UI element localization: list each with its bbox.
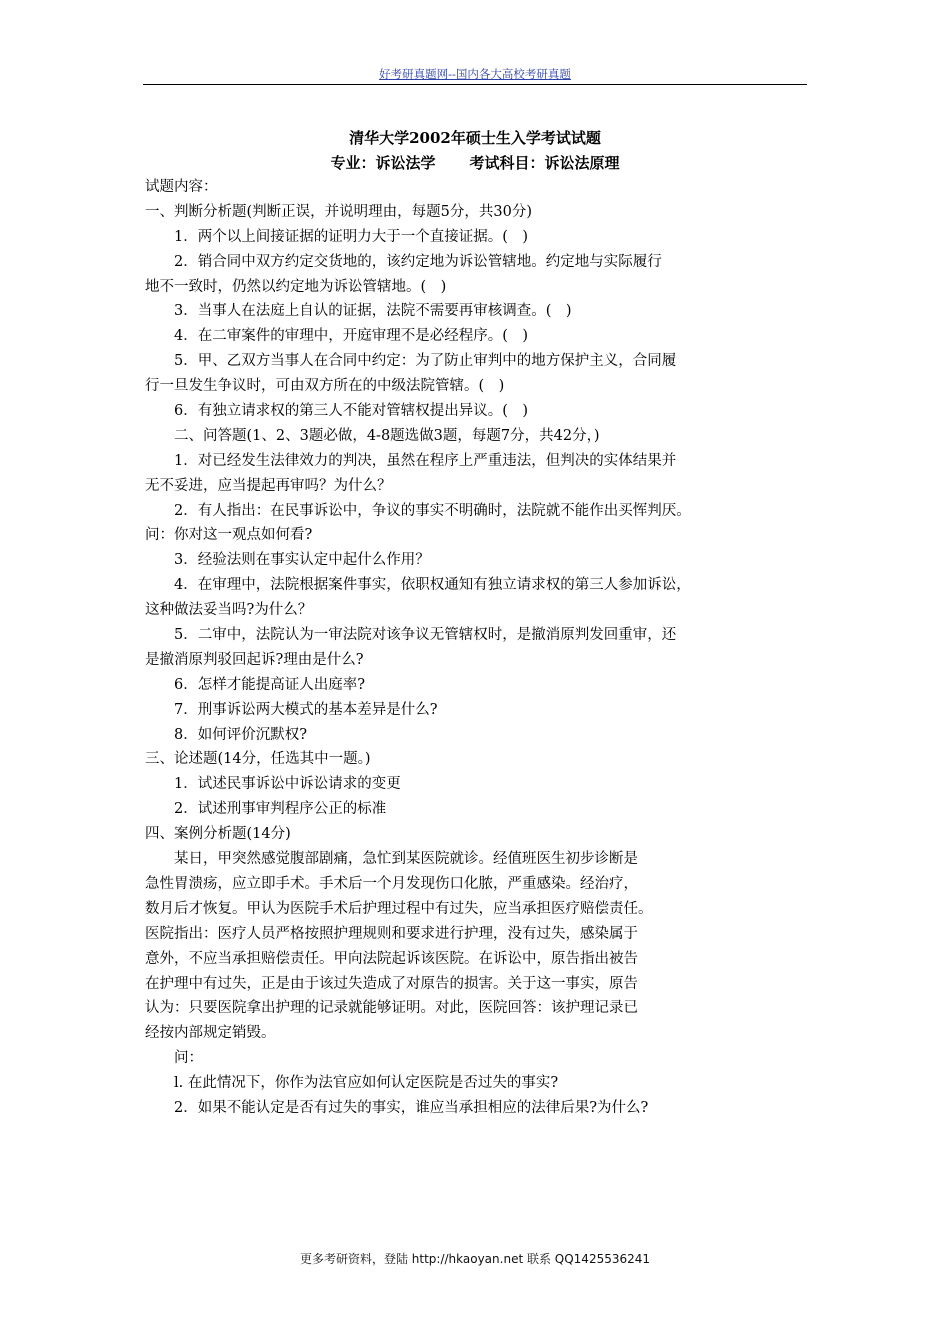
content-line: 6．怎样才能提高证人出庭率? (174, 676, 365, 693)
exam-content (145, 175, 775, 1121)
content-line: 1．试述民事诉讼中诉讼请求的变更 (174, 776, 401, 793)
content-line: 2．试述刑事审判程序公正的标准 (174, 801, 387, 818)
content-line: 2．销合同中双方约定交货地的，该约定地为诉讼管辖地。约定地与实际履行 (174, 253, 662, 270)
header-link[interactable]: 好考研真题网--国内各大高校考研真题 (379, 67, 571, 81)
content-line: 三、论述题(14分，任选其中一题。) (145, 751, 371, 768)
content-line: 二、问答题(1、2、3题必做，4-8题选做3题，每题7分，共42分，) (174, 427, 600, 444)
content-line: 5．甲、乙双方当事人在合同中约定：为了防止审判中的地方保护主义，合同履 (174, 353, 677, 370)
content-line: 4．在二审案件的审理中，开庭审理不是必经程序。( ) (174, 328, 529, 345)
content-line: 6．有独立请求权的第三人不能对管辖权提出异议。( ) (174, 403, 529, 420)
content-line: l. 在此情况下，你作为法官应如何认定医院是否过失的事实? (174, 1075, 559, 1092)
content-line: 2．如果不能认定是否有过失的事实，谁应当承担相应的法律后果?为什么? (174, 1099, 649, 1116)
content-line: 2．有人指出：在民事诉讼中，争议的事实不明确时，法院就不能作出买恽判厌。 (174, 502, 691, 519)
footer-text: 更多考研资料，登陆 http://hkaoyan.net 联系 QQ1425536241 (299, 1252, 651, 1266)
exam-title: 清华大学2002年硕士生入学考试试题 (349, 129, 601, 147)
content-line: 1．对已经发生法律效力的判决，虽然在程序上严重违法，但判决的实体结果并 (174, 452, 677, 469)
content-line: 经按内部规定销毁。 (145, 1025, 276, 1042)
subject-label: 考试科目：诉讼法原理 (469, 154, 620, 172)
content-line: 意外，不应当承担赔偿责任。甲向法院起诉该医院。在诉讼中，原告指出被告 (145, 950, 638, 967)
content-line: 问： (174, 1050, 203, 1067)
content-line: 认为：只要医院拿出护理的记录就能够证明。对此，医院回答：该护理记录已 (145, 1000, 638, 1017)
content-line: 医院指出：医疗人员严格按照护理规则和要求进行护理，没有过失，感染属于 (145, 925, 638, 942)
content-line: 5．二审中，法院认为一审法院对该争议无管辖权时，是撤消原判发回重审，还 (174, 627, 677, 644)
content-line: 数月后才恢复。甲认为医院手术后护理过程中有过失，应当承担医疗赔偿责任。 (145, 900, 653, 917)
content-line: 无不妥进，应当提起再审吗？为什么？ (145, 477, 392, 494)
content-line: 8．如何评价沉默权? (174, 726, 307, 743)
content-line: 3．经验法则在事实认定中起什么作用？ (174, 552, 430, 569)
content-line: 1．两个以上间接证据的证明力大于一个直接证据。( ) (174, 228, 529, 245)
content-line: 四、案例分析题(14分) (145, 826, 291, 843)
content-line: 4．在审理中，法院根据案件事实，依职权通知有独立请求权的第三人参加诉讼， (174, 577, 691, 594)
content-line: 行一旦发生争议时，可由双方所在的中级法院管辖。( ) (145, 378, 505, 395)
content-line: 一、判断分析题(判断正误，并说明理由，每题5分，共30分) (145, 203, 532, 220)
content-line: 某日，甲突然感觉腹部剧痛，急忙到某医院就诊。经值班医生初步诊断是 (174, 851, 638, 868)
content-line: 这种做法妥当吗?为什么？ (145, 602, 313, 619)
header-rule (143, 84, 807, 85)
content-line: 3．当事人在法庭上自认的证据，法院不需要再审核调查。( ) (174, 303, 572, 320)
major-label: 专业：诉讼法学 (330, 154, 436, 172)
content-line: 7．刑事诉讼两大模式的基本差异是什么? (174, 701, 438, 718)
content-line: 在护理中有过失，正是由于该过失造成了对原告的损害。关于这一事实，原告 (145, 975, 638, 992)
content-line: 是撤消原判驳回起诉?理由是什么? (145, 651, 364, 668)
content-line: 问：你对这一观点如何看? (145, 527, 313, 544)
content-line: 急性胃溃疡，应立即手术。手术后一个月发现伤口化脓，严重感染。经治疗， (145, 875, 638, 892)
content-line: 试题内容： (145, 179, 218, 195)
content-line: 地不一致时，仍然以约定地为诉讼管辖地。( ) (145, 278, 447, 295)
exam-subtitle (0, 152, 950, 173)
